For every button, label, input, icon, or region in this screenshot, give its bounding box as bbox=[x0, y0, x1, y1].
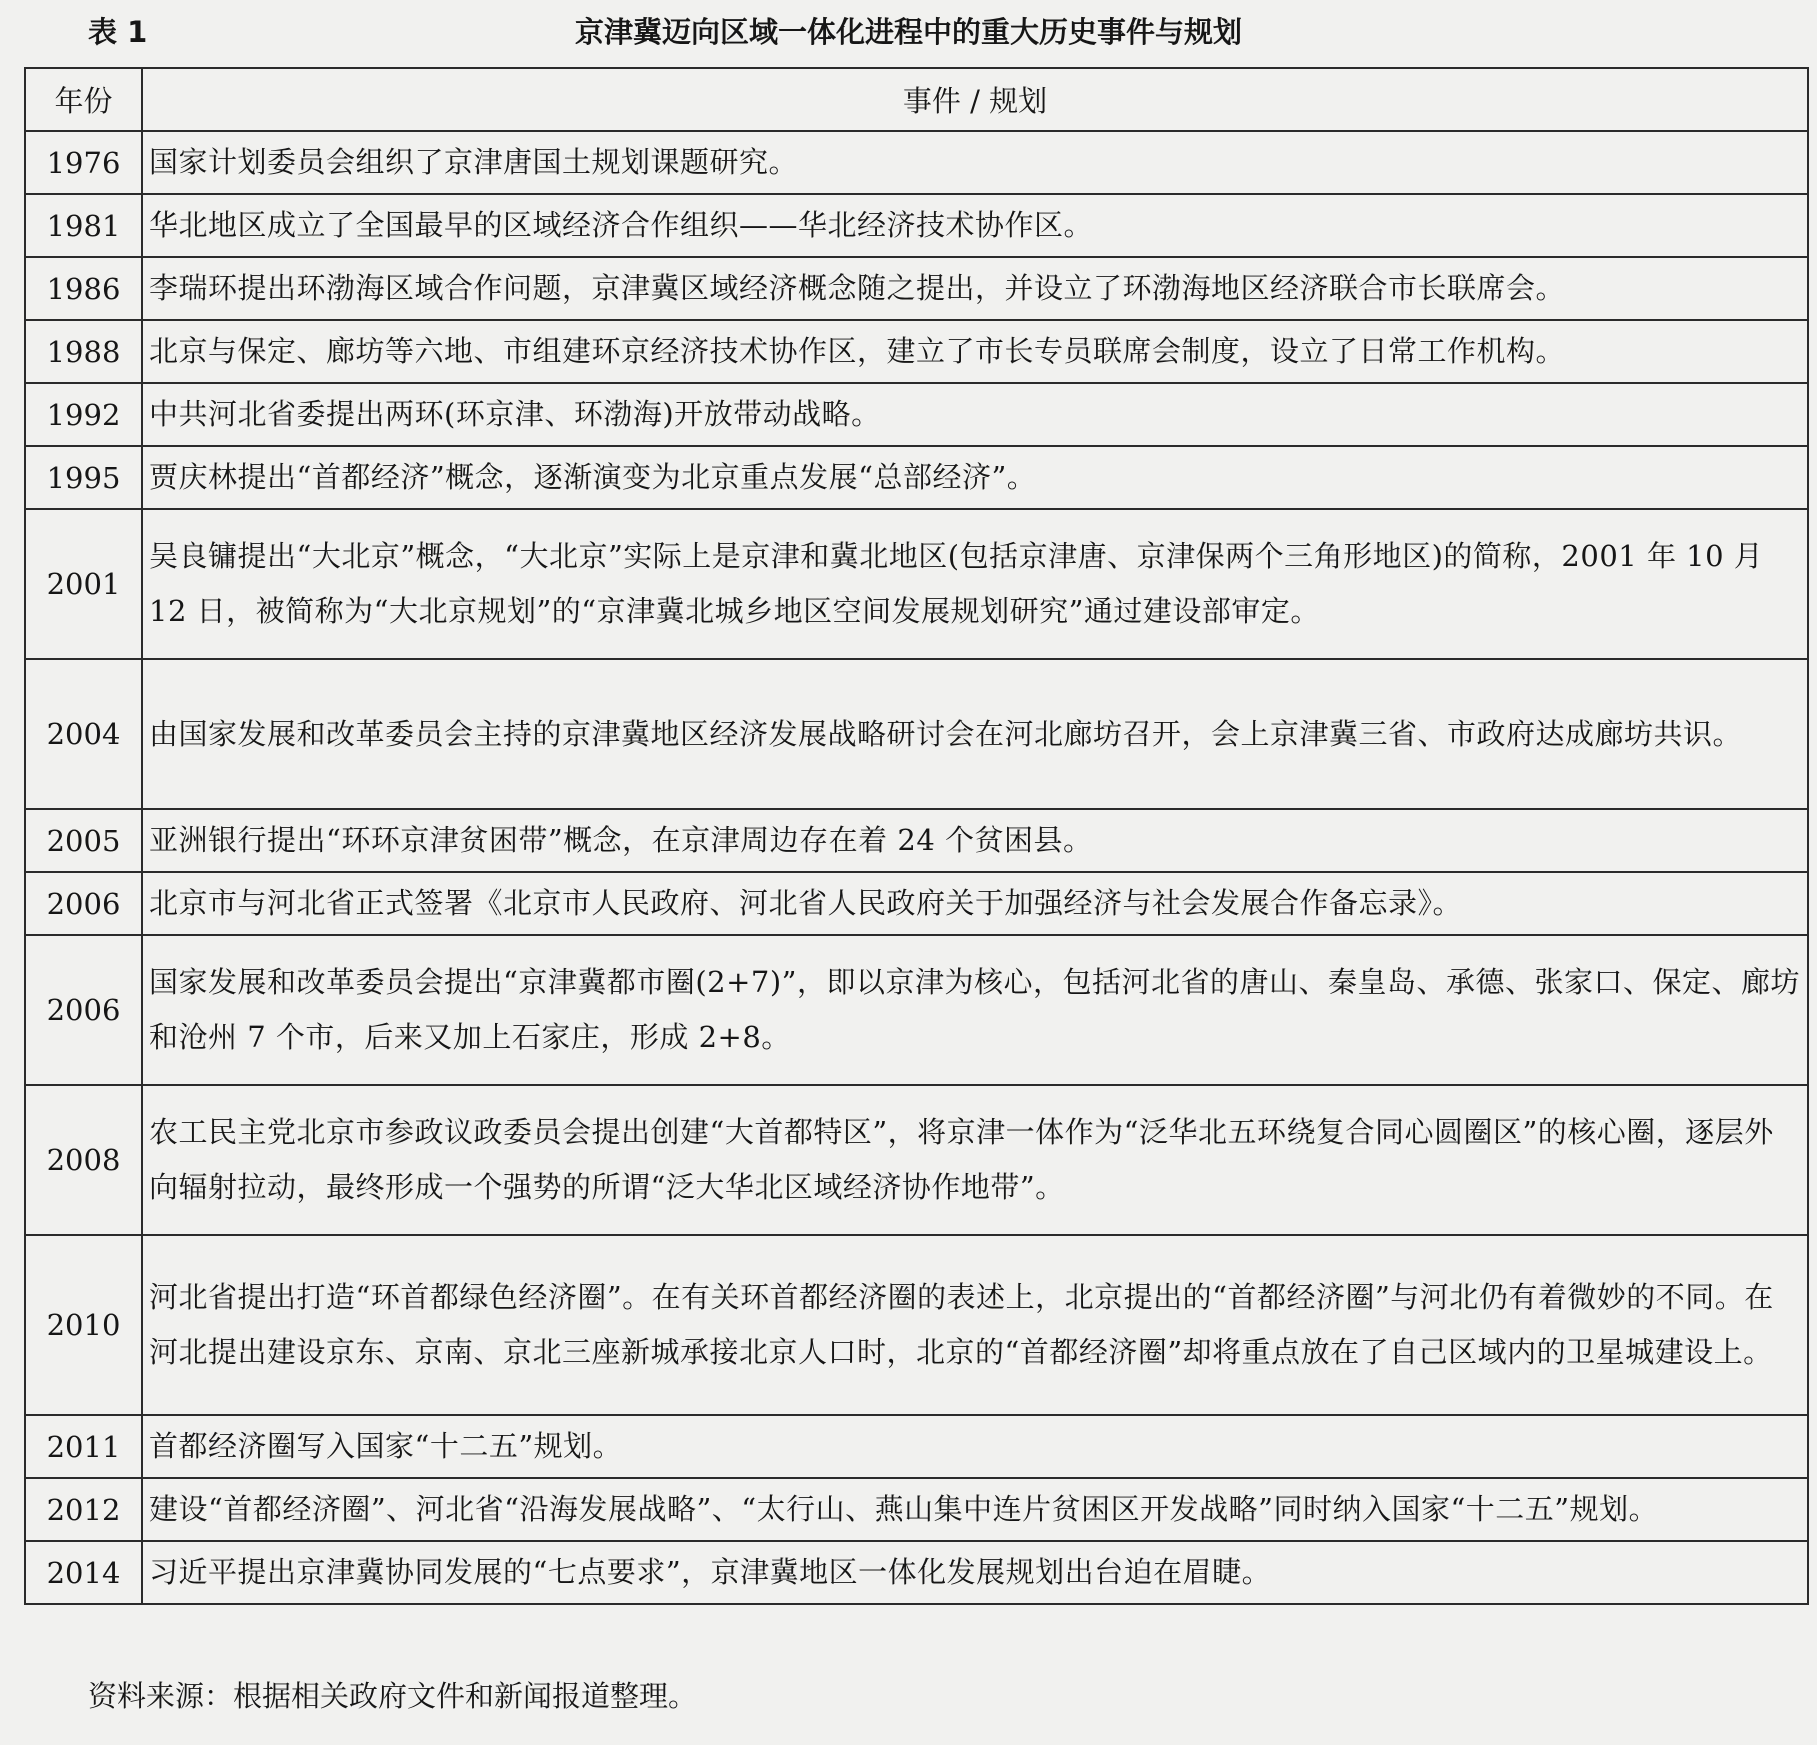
table-row bbox=[25, 320, 1808, 383]
event-cell: 李瑞环提出环渤海区域合作问题，京津冀区域经济概念随之提出，并设立了环渤海地区经济联合市长联席会。 bbox=[142, 257, 1808, 320]
event-cell: 国家计划委员会组织了京津唐国土规划课题研究。 bbox=[142, 131, 1808, 194]
table-header bbox=[0, 0, 1817, 70]
source-note: 资料来源：根据相关政府文件和新闻报道整理。 bbox=[88, 1679, 698, 1713]
table-row bbox=[25, 1478, 1808, 1541]
table-row bbox=[25, 1541, 1808, 1604]
table-number-label: 表 1 bbox=[88, 15, 148, 49]
table-row bbox=[25, 659, 1808, 809]
event-cell: 国家发展和改革委员会提出“京津冀都市圈(2+7)”，即以京津为核心，包括河北省的唐山、秦皇岛、承德、张家口、保定、廊坊和沧州 7 个市，后来又加上石家庄，形成 2+8。 bbox=[142, 935, 1808, 1085]
table-row bbox=[25, 872, 1808, 935]
event-cell: 贾庆林提出“首都经济”概念，逐渐演变为北京重点发展“总部经济”。 bbox=[142, 446, 1808, 509]
year-cell: 1976 bbox=[25, 131, 142, 194]
event-cell: 农工民主党北京市参政议政委员会提出创建“大首都特区”，将京津一体作为“泛华北五环绕复合同心圆圈区”的核心圈，逐层外向辐射拉动，最终形成一个强势的所谓“泛大华北区域经济协作地带”。 bbox=[142, 1085, 1808, 1235]
event-cell: 由国家发展和改革委员会主持的京津冀地区经济发展战略研讨会在河北廊坊召开，会上京津冀三省、市政府达成廊坊共识。 bbox=[142, 659, 1808, 809]
year-cell: 2005 bbox=[25, 809, 142, 872]
year-cell: 2006 bbox=[25, 935, 142, 1085]
event-cell: 首都经济圈写入国家“十二五”规划。 bbox=[142, 1415, 1808, 1478]
column-header-year: 年份 bbox=[25, 68, 142, 131]
table-row bbox=[25, 383, 1808, 446]
event-cell: 中共河北省委提出两环(环京津、环渤海)开放带动战略。 bbox=[142, 383, 1808, 446]
year-cell: 2001 bbox=[25, 509, 142, 659]
year-cell: 2010 bbox=[25, 1235, 142, 1415]
table-row bbox=[25, 1415, 1808, 1478]
event-cell: 华北地区成立了全国最早的区域经济合作组织——华北经济技术协作区。 bbox=[142, 194, 1808, 257]
year-cell: 1992 bbox=[25, 383, 142, 446]
table-row bbox=[25, 509, 1808, 659]
table-row bbox=[25, 446, 1808, 509]
event-cell: 北京市与河北省正式签署《北京市人民政府、河北省人民政府关于加强经济与社会发展合作备忘录》。 bbox=[142, 872, 1808, 935]
column-header-event: 事件 / 规划 bbox=[142, 68, 1808, 131]
year-cell: 2011 bbox=[25, 1415, 142, 1478]
event-cell: 吴良镛提出“大北京”概念，“大北京”实际上是京津和冀北地区(包括京津唐、京津保两个三角形地区)的简称，2001 年 10 月 12 日，被简称为“大北京规划”的“京津冀北城乡地区空间发展规划研究”通过建设部审定。 bbox=[142, 509, 1808, 659]
year-cell: 2004 bbox=[25, 659, 142, 809]
year-cell: 2008 bbox=[25, 1085, 142, 1235]
table-row bbox=[25, 1235, 1808, 1415]
year-cell: 1995 bbox=[25, 446, 142, 509]
table-row bbox=[25, 935, 1808, 1085]
table-header-row bbox=[25, 68, 1808, 131]
event-cell: 北京与保定、廊坊等六地、市组建环京经济技术协作区，建立了市长专员联席会制度，设立了日常工作机构。 bbox=[142, 320, 1808, 383]
table-row bbox=[25, 1085, 1808, 1235]
event-cell: 习近平提出京津冀协同发展的“七点要求”，京津冀地区一体化发展规划出台迫在眉睫。 bbox=[142, 1541, 1808, 1604]
events-table bbox=[24, 67, 1809, 1605]
event-cell: 河北省提出打造“环首都绿色经济圈”。在有关环首都经济圈的表述上，北京提出的“首都经济圈”与河北仍有着微妙的不同。在河北提出建设京东、京南、京北三座新城承接北京人口时，北京的“首都经济圈”却将重点放在了自己区域内的卫星城建设上。 bbox=[142, 1235, 1808, 1415]
table-title: 京津冀迈向区域一体化进程中的重大历史事件与规划 bbox=[574, 15, 1242, 49]
table-row bbox=[25, 194, 1808, 257]
table-row bbox=[25, 809, 1808, 872]
year-cell: 1981 bbox=[25, 194, 142, 257]
year-cell: 2012 bbox=[25, 1478, 142, 1541]
event-cell: 亚洲银行提出“环环京津贫困带”概念，在京津周边存在着 24 个贫困县。 bbox=[142, 809, 1808, 872]
year-cell: 2014 bbox=[25, 1541, 142, 1604]
event-cell: 建设“首都经济圈”、河北省“沿海发展战略”、“太行山、燕山集中连片贫困区开发战略”同时纳入国家“十二五”规划。 bbox=[142, 1478, 1808, 1541]
year-cell: 1986 bbox=[25, 257, 142, 320]
year-cell: 2006 bbox=[25, 872, 142, 935]
table-row bbox=[25, 257, 1808, 320]
year-cell: 1988 bbox=[25, 320, 142, 383]
table-row bbox=[25, 131, 1808, 194]
